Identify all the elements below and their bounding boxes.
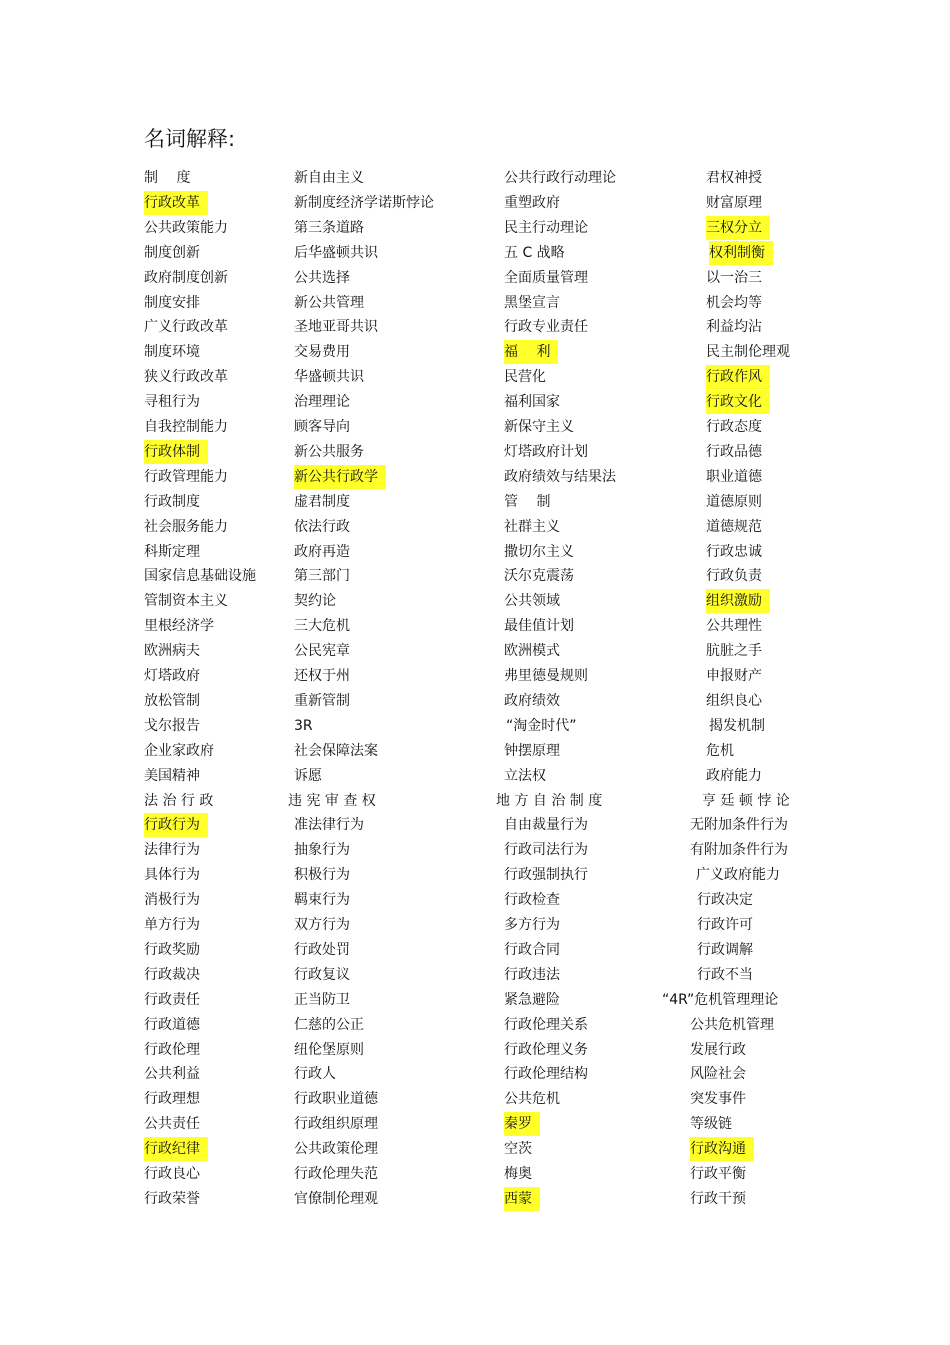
term: 欧洲模式	[504, 643, 560, 660]
term: 政府绩效	[504, 692, 560, 709]
term: 行政复议	[294, 966, 350, 983]
term: 公共责任	[144, 1116, 200, 1133]
term: “4R”危机管理理论	[662, 991, 779, 1008]
term: 行政忠诚	[706, 543, 762, 560]
term: 美国精神	[144, 767, 200, 784]
term: 行政许可	[697, 917, 753, 933]
term: 行政调解	[697, 941, 753, 958]
term: 以一治三	[706, 269, 762, 286]
term: 政府绩效与结果法	[504, 468, 616, 485]
term: 机会均等	[706, 294, 762, 311]
term: 顾客导向	[294, 419, 350, 435]
term: 钟摆原理	[504, 742, 560, 759]
term: 黑堡宣言	[504, 294, 560, 311]
highlighted-term: 行政纪律	[144, 1137, 208, 1161]
term: 行政良心	[144, 1166, 200, 1182]
term: 行政不当	[697, 966, 753, 983]
term: 行政平衡	[690, 1166, 746, 1182]
term: 公共危机	[504, 1091, 560, 1108]
term: 管 制	[504, 493, 551, 510]
term: 诉愿	[294, 767, 322, 784]
term: 行政责任	[144, 991, 200, 1008]
term: 行政伦理	[144, 1041, 200, 1058]
term: 行政强制执行	[504, 867, 588, 884]
term: 政府制度创新	[144, 269, 228, 286]
term: 放松管制	[144, 692, 200, 709]
term: 还权于州	[294, 668, 350, 684]
term: 撒切尔主义	[504, 543, 574, 560]
term: 制度环境	[144, 344, 200, 361]
term: 组织良心	[706, 692, 762, 709]
term: 申报财产	[706, 668, 762, 684]
term: 社会服务能力	[144, 518, 228, 535]
highlighted-term: 权利制衡	[709, 241, 773, 265]
term-row	[0, 1062, 950, 1087]
term-row	[0, 664, 950, 689]
term-row	[0, 1087, 950, 1112]
term: 突发事件	[690, 1091, 746, 1108]
term-row	[0, 241, 950, 266]
term: 行政违法	[504, 966, 560, 983]
term: 紧急避险	[504, 991, 560, 1008]
term: 社会保障法案	[294, 742, 378, 759]
term: 行政专业责任	[504, 319, 588, 336]
term: 后华盛顿共识	[294, 244, 378, 261]
highlighted-term: 福 利	[504, 340, 558, 364]
term: 五 C 战略	[504, 244, 565, 261]
term: 灯塔政府计划	[504, 443, 588, 460]
term: 肮脏之手	[706, 643, 762, 660]
term-row	[0, 938, 950, 963]
term: 正当防卫	[294, 991, 350, 1008]
term-row	[0, 216, 950, 241]
term: 梅奥	[504, 1166, 532, 1182]
term: 法律行为	[144, 842, 200, 859]
term-row	[0, 540, 950, 565]
term-row	[0, 614, 950, 639]
term-row	[0, 963, 950, 988]
term-row	[0, 888, 950, 913]
term: 行政检查	[504, 892, 560, 909]
term-row	[0, 365, 950, 390]
term: 三大危机	[294, 618, 350, 635]
term: 第三部门	[294, 568, 350, 585]
term: 政府能力	[706, 767, 762, 784]
term: 华盛顿共识	[294, 369, 364, 386]
term-row	[0, 440, 950, 465]
term-row	[0, 1187, 950, 1212]
term: 利益均沾	[706, 319, 762, 336]
term: 公共政策能力	[144, 219, 228, 236]
term: 行政裁决	[144, 966, 200, 983]
term: 第三条道路	[294, 219, 364, 236]
term-row	[0, 390, 950, 415]
term: 最佳值计划	[504, 618, 574, 635]
term: 危机	[706, 742, 734, 759]
term: 制度安排	[144, 294, 200, 311]
highlighted-term: 行政沟通	[690, 1137, 754, 1161]
term: 行政伦理失范	[294, 1166, 378, 1182]
term: 地 方 自 治 制 度	[496, 792, 603, 809]
term: 亨 廷 顿 悖 论	[702, 792, 790, 809]
term: 违 宪 审 查 权	[288, 792, 376, 809]
term: 行政负责	[706, 568, 762, 585]
term: 管制资本主义	[144, 593, 228, 610]
term: 行政品德	[706, 443, 762, 460]
term-row	[0, 789, 950, 814]
term: 行政荣誉	[144, 1190, 200, 1207]
term: 福利国家	[504, 394, 560, 411]
term: 新自由主义	[294, 170, 364, 186]
term-row	[0, 689, 950, 714]
term: 自我控制能力	[144, 419, 228, 435]
term: 依法行政	[294, 518, 350, 535]
term: 3R	[294, 717, 313, 734]
term: 国家信息基础设施	[144, 568, 256, 585]
term: 公共政策伦理	[294, 1141, 378, 1158]
term-row	[0, 913, 950, 938]
term: 消极行为	[144, 892, 200, 909]
highlighted-term: 三权分立	[706, 216, 770, 240]
page-title: 名词解释:	[144, 127, 236, 151]
term: 契约论	[294, 593, 336, 610]
term-row	[0, 166, 950, 191]
term: 单方行为	[144, 917, 200, 933]
term: 行政人	[294, 1066, 336, 1083]
term: 制 度	[144, 170, 191, 186]
term-row	[0, 515, 950, 540]
highlighted-term: 秦罗	[504, 1112, 540, 1136]
term-row	[0, 988, 950, 1013]
term: 行政奖励	[144, 941, 200, 958]
term: 自由裁量行为	[504, 817, 588, 834]
term: 新公共管理	[294, 294, 364, 311]
highlighted-term: 行政体制	[144, 440, 208, 464]
term: 道德原则	[706, 493, 762, 510]
highlighted-term: 组织激励	[706, 589, 770, 613]
term-row	[0, 291, 950, 316]
term: 里根经济学	[144, 618, 214, 635]
term: 空茨	[504, 1141, 532, 1158]
term: 虚君制度	[294, 493, 350, 510]
term: 全面质量管理	[504, 269, 588, 286]
term-row	[0, 739, 950, 764]
term-row	[0, 1137, 950, 1162]
term-row	[0, 1162, 950, 1187]
term-row	[0, 838, 950, 863]
term: 戈尔报告	[144, 717, 200, 734]
term: 新保守主义	[504, 419, 574, 435]
term: 行政司法行为	[504, 842, 588, 859]
term-row	[0, 1112, 950, 1137]
term: 行政合同	[504, 941, 560, 958]
term-row	[0, 764, 950, 789]
term: 民主行动理论	[504, 219, 588, 236]
term: 新公共服务	[294, 443, 364, 460]
term: 发展行政	[690, 1041, 746, 1058]
term: 行政干预	[690, 1190, 746, 1207]
term-row	[0, 266, 950, 291]
term: 行政伦理关系	[504, 1016, 588, 1033]
term: 公共危机管理	[690, 1016, 774, 1033]
term: 行政管理能力	[144, 468, 228, 485]
term-row	[0, 315, 950, 340]
term: 广义行政改革	[144, 319, 228, 336]
highlighted-term: 行政行为	[144, 813, 208, 837]
term: 行政处罚	[294, 941, 350, 958]
term-row	[0, 415, 950, 440]
term-row	[0, 564, 950, 589]
term: 制度创新	[144, 244, 200, 261]
term: 社群主义	[504, 518, 560, 535]
term: 积极行为	[294, 867, 350, 884]
term: 重新管制	[294, 692, 350, 709]
term: 灯塔政府	[144, 668, 200, 684]
term-row	[0, 340, 950, 365]
term: 圣地亚哥共识	[294, 319, 378, 336]
term: 公民宪章	[294, 643, 350, 660]
term: 民营化	[504, 369, 546, 386]
term: 风险社会	[690, 1066, 746, 1083]
term: 公共理性	[706, 618, 762, 635]
term: 弗里德曼规则	[504, 668, 588, 684]
term: 行政理想	[144, 1091, 200, 1108]
term: 多方行为	[504, 917, 560, 933]
term: 公共选择	[294, 269, 350, 286]
term: 官僚制伦理观	[294, 1190, 378, 1207]
term: 狭义行政改革	[144, 369, 228, 386]
term: 行政道德	[144, 1016, 200, 1033]
term-row	[0, 191, 950, 216]
term-row	[0, 639, 950, 664]
term-row	[0, 813, 950, 838]
term: 仁慈的公正	[294, 1016, 364, 1033]
term: 揭发机制	[709, 717, 765, 734]
term: 职业道德	[706, 468, 762, 485]
highlighted-term: 行政文化	[706, 390, 770, 414]
term: 行政制度	[144, 493, 200, 510]
highlighted-term: 行政作风	[706, 365, 770, 389]
term: 财富原理	[706, 194, 762, 211]
term: 行政组织原理	[294, 1116, 378, 1133]
term: 广义政府能力	[696, 867, 780, 884]
term: 企业家政府	[144, 742, 214, 759]
highlighted-term: 西蒙	[504, 1187, 540, 1211]
term: 行政伦理结构	[504, 1066, 588, 1083]
term: 公共行政行动理论	[504, 170, 616, 186]
term: 双方行为	[294, 917, 350, 933]
term: 公共利益	[144, 1066, 200, 1083]
term: 行政决定	[697, 892, 753, 909]
term: 公共领域	[504, 593, 560, 610]
term: 羁束行为	[294, 892, 350, 909]
term-row	[0, 1013, 950, 1038]
term: 治理理论	[294, 394, 350, 411]
term: “淘金时代”	[506, 717, 577, 734]
term: 道德规范	[706, 518, 762, 535]
highlighted-term: 行政改革	[144, 191, 208, 215]
term-row	[0, 589, 950, 614]
term: 行政态度	[706, 419, 762, 435]
term: 重塑政府	[504, 194, 560, 211]
term: 政府再造	[294, 543, 350, 560]
term: 新制度经济学诺斯悖论	[294, 194, 434, 211]
term: 法 治 行 政	[144, 792, 214, 809]
term: 立法权	[504, 767, 546, 784]
term: 交易费用	[294, 344, 350, 361]
highlighted-term: 新公共行政学	[294, 465, 386, 489]
term-row	[0, 1038, 950, 1063]
term: 抽象行为	[294, 842, 350, 859]
term-row	[0, 714, 950, 739]
term: 沃尔克震荡	[504, 568, 574, 585]
term: 科斯定理	[144, 543, 200, 560]
term: 有附加条件行为	[690, 842, 788, 859]
term: 行政职业道德	[294, 1091, 378, 1108]
term: 君权神授	[706, 170, 762, 186]
term: 纽伦堡原则	[294, 1041, 364, 1058]
term: 欧洲病夫	[144, 643, 200, 660]
term: 具体行为	[144, 867, 200, 884]
term: 等级链	[690, 1116, 732, 1133]
term-row	[0, 490, 950, 515]
term-row	[0, 863, 950, 888]
term: 无附加条件行为	[690, 817, 788, 834]
term: 寻租行为	[144, 394, 200, 411]
term: 民主制伦理观	[706, 344, 790, 361]
term-row	[0, 465, 950, 490]
term: 准法律行为	[294, 817, 364, 834]
term: 行政伦理义务	[504, 1041, 588, 1058]
